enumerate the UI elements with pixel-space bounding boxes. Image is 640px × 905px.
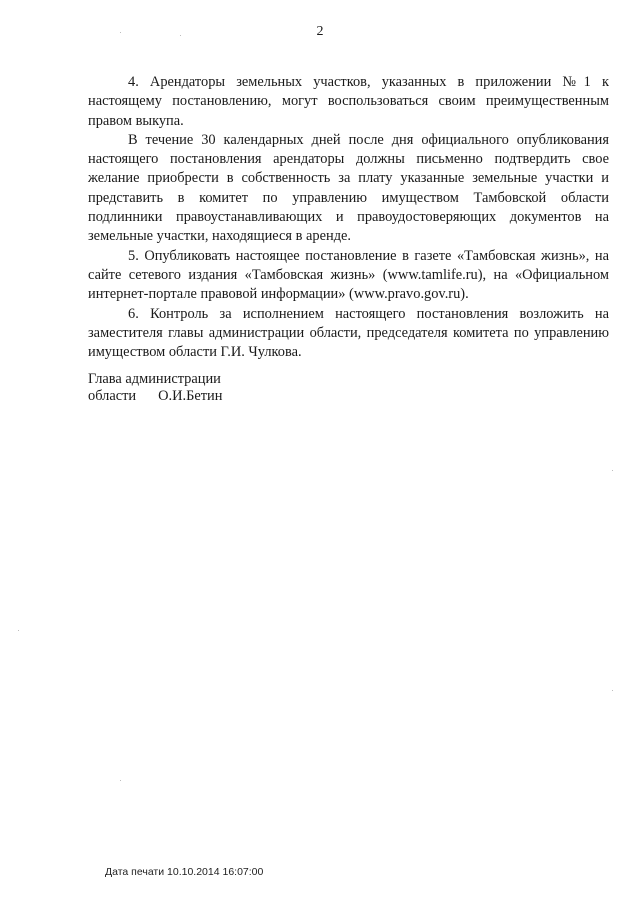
document-body bbox=[88, 73, 609, 362]
scan-speck bbox=[612, 470, 613, 471]
paragraph-item-5: 5. Опубликовать настоящее постановление в газете «Тамбовская жизнь», на сайте сетевого издания «Тамбовская жизнь» (www.tamlife.ru), на «Официальном интернет-портале правовой информации» (www.pravo.gov.ru). bbox=[88, 247, 609, 303]
scan-speck bbox=[180, 35, 181, 36]
page-number: 2 bbox=[316, 24, 324, 39]
signature-title-line2 bbox=[88, 388, 222, 405]
signature-name: О.И.Бетин bbox=[158, 388, 223, 404]
signature-title-line1: Глава администрации bbox=[88, 371, 221, 387]
paragraph-item-4: 4. Арендаторы земельных участков, указанных в приложении №1 к настоящему постановлению, могут воспользоваться своим преимущественным правом выкупа. bbox=[88, 74, 609, 129]
scan-speck bbox=[612, 690, 613, 691]
signature-title-region: области bbox=[88, 388, 137, 404]
scan-speck bbox=[18, 630, 19, 631]
paragraph-buyout-terms: В течение 30 календарных дней после дня официального опубликования настоящего постановления арендаторы должны письменно подтвердить свое желание приобрести в собственность за плату указанные земельные участки и представить в комитет по управлению имуществом Тамбовской области подлинники правоустанавливающих и правоудостоверяющих документов на земельные участки, находящиеся в аренде. bbox=[88, 131, 609, 245]
scan-speck bbox=[120, 32, 121, 33]
paragraph-item-6: 6. Контроль за исполнением настоящего постановления возложить на заместителя главы администрации области, председателя комитета по управлению имуществом области Г.И. Чулкова. bbox=[88, 305, 609, 361]
scan-speck bbox=[120, 780, 121, 781]
signature-block bbox=[88, 371, 222, 405]
print-date-footer: Дата печати 10.10.2014 16:07:00 bbox=[105, 866, 264, 878]
